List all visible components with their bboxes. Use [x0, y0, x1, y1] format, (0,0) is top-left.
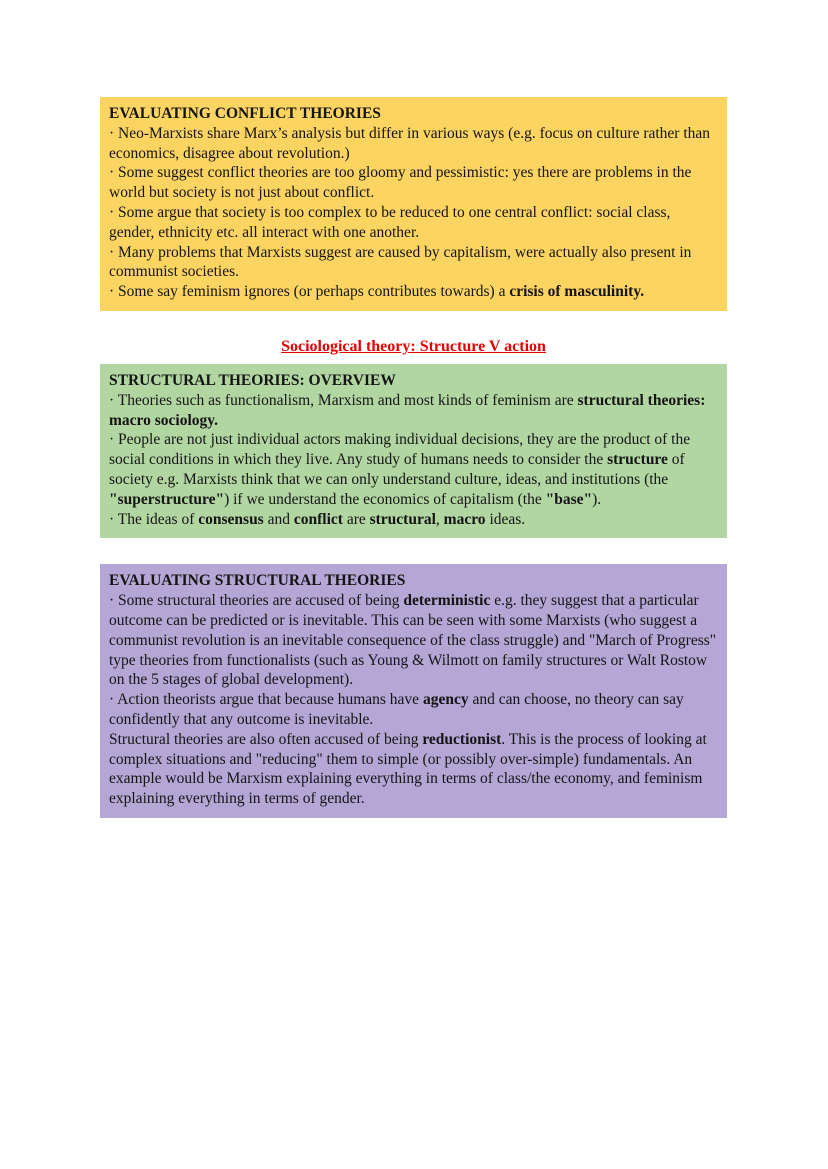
- body-text: · Many problems that Marxists suggest are caused by capitalism, were actually also present in communist societies.: [109, 243, 692, 281]
- emphasis-text: crisis of masculinity.: [509, 283, 645, 301]
- section-structural-theories-overview: [100, 364, 727, 538]
- section-evaluating-structural-theories: [100, 564, 727, 818]
- section-body: [109, 591, 718, 809]
- bullet-paragraph: [109, 730, 718, 809]
- bullet-paragraph: [109, 430, 718, 509]
- body-text: · People are not just individual actors making individual decisions, they are the product of the social conditions in which they live. Any study of humans needs to consider the: [109, 431, 691, 469]
- content-column: [100, 97, 727, 818]
- body-text: of society e.g. Marxists think that we can only understand culture, ideas, and institutions (the: [109, 451, 685, 488]
- body-text: · Theories such as functionalism, Marxism and most kinds of feminism are: [109, 391, 578, 409]
- body-text: · Some structural theories are accused of being: [109, 592, 404, 610]
- section-body: [109, 391, 718, 530]
- bullet-paragraph: [109, 591, 718, 690]
- section-title: EVALUATING CONFLICT THEORIES: [109, 105, 381, 122]
- emphasis-text: consensus: [198, 510, 264, 528]
- bullet-paragraph: [109, 163, 718, 203]
- emphasis-text: conflict: [293, 510, 343, 528]
- bullet-paragraph: [109, 243, 718, 283]
- section-title: STRUCTURAL THEORIES: OVERVIEW: [109, 371, 396, 389]
- body-text: ) if we understand the economics of capitalism (the: [224, 490, 546, 508]
- body-text: · Some say feminism ignores (or perhaps contributes towards) a: [109, 283, 510, 301]
- emphasis-text: structure: [607, 451, 668, 469]
- section-body: [109, 124, 718, 302]
- bullet-paragraph: [109, 510, 718, 530]
- emphasis-text: structural theories: macro sociology.: [109, 391, 706, 429]
- bullet-paragraph: [109, 124, 718, 164]
- body-text: e.g. they suggest that a particular outcome can be predicted or is inevitable. This can be seen with some Marxists (who suggest a communist revolution is an inevitable consequence of the class struggle) and "March of Progress" type theories from functionalists (such as Young & Wilmott on family structures or Walt Rostow on the 5 stages of global development).: [109, 592, 717, 689]
- body-text: · The ideas of: [109, 510, 199, 528]
- bullet-paragraph: [109, 282, 718, 302]
- emphasis-text: "superstructure": [109, 490, 225, 508]
- emphasis-text: "base": [545, 490, 593, 508]
- body-text: · Neo-Marxists share Marx’s analysis but differ in various ways (e.g. focus on culture rather than economics, disagree about revolution.): [109, 124, 711, 162]
- body-text: ideas.: [485, 510, 526, 528]
- page-heading: Sociological theory: Structure V action: [281, 337, 546, 355]
- body-text: · Some argue that society is too complex to be reduced to one central conflict: social class, gender, ethnicity etc. all interact with one another.: [109, 203, 671, 241]
- body-text: · Action theorists argue that because humans have: [109, 691, 423, 709]
- emphasis-text: agency: [422, 691, 469, 709]
- body-text: are: [342, 510, 370, 528]
- emphasis-text: macro: [443, 510, 486, 528]
- body-text: . This is the process of looking at complex situations and "reducing" them to simple (or possibly over-simple) fundamentals. An example would be Marxism explaining everything in terms of class/the economy, and feminism explaining everything in terms of gender.: [109, 730, 707, 808]
- emphasis-text: reductionist: [422, 730, 502, 748]
- body-text: · Some suggest conflict theories are too gloomy and pessimistic: yes there are problems in the world but society is not just about conflict.: [109, 164, 692, 202]
- bullet-paragraph: [109, 391, 718, 431]
- emphasis-text: deterministic: [403, 592, 491, 610]
- bullet-paragraph: [109, 690, 718, 730]
- body-text: and can choose, no theory can say confidently that any outcome is inevitable.: [109, 691, 684, 728]
- section-evaluating-conflict-theories: [100, 97, 727, 311]
- emphasis-text: structural: [369, 510, 436, 528]
- bullet-paragraph: [109, 203, 718, 243]
- body-text: ).: [592, 490, 602, 508]
- body-text: and: [263, 510, 294, 528]
- body-text: Structural theories are also often accused of being: [109, 730, 423, 748]
- section-title: EVALUATING STRUCTURAL THEORIES: [109, 572, 406, 590]
- body-text: ,: [435, 510, 444, 528]
